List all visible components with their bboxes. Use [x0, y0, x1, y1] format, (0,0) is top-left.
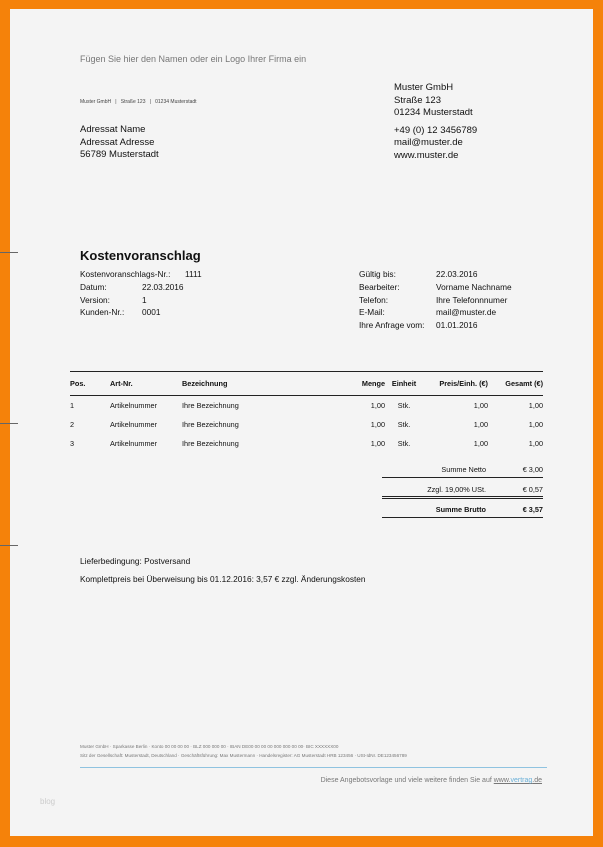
meta-value: 0001 [142, 307, 161, 318]
cell: Stk. [397, 438, 411, 448]
company-address [394, 82, 477, 162]
col-description: Bezeichnung [182, 372, 335, 396]
watermark: blog [40, 797, 56, 806]
company-website: www.muster.de [394, 149, 459, 161]
cell: 1,00 [473, 438, 488, 448]
document-title: Kostenvoranschlag [80, 248, 201, 263]
meta-label: E-Mail: [359, 307, 385, 318]
cell: 2 [70, 419, 75, 429]
link-part: .de [532, 777, 542, 784]
cell: 1,00 [528, 438, 543, 448]
meta-value: 22.03.2016 [142, 281, 184, 292]
link-part: www. [493, 777, 511, 784]
netto-value: € 3,00 [522, 465, 543, 474]
cell: Stk. [397, 419, 411, 429]
doc-meta-left [80, 268, 202, 319]
company-phone: +49 (0) 12 3456789 [394, 124, 478, 136]
cell: Ihre Bezeichnung [182, 400, 239, 410]
delivery-terms: Lieferbedingung: Postversand [80, 556, 191, 566]
recipient-name: Adressat Name [80, 124, 146, 135]
cell: Artikelnummer [110, 438, 158, 448]
fold-mark [0, 252, 18, 253]
col-art-nr: Art-Nr. [110, 372, 182, 396]
table-header [70, 372, 543, 396]
netto-label: Summe Netto [441, 465, 486, 474]
brutto-value: € 3,57 [522, 505, 543, 514]
meta-label: Kunden-Nr.: [80, 307, 125, 318]
meta-label: Telefon: [359, 294, 389, 305]
promo-text: Diese Angebotsvorlage und viele weitere finden Sie auf [320, 777, 494, 784]
punch-mark [0, 423, 18, 424]
sender-line: Muster GmbH | Straße 123 | 01234 Musterstadt [80, 99, 197, 105]
meta-value: 01.01.2016 [436, 320, 478, 331]
totals [382, 462, 543, 518]
tax-value: € 0,57 [522, 485, 543, 494]
footer-promo [321, 777, 542, 784]
items-table [70, 371, 543, 453]
meta-value: 1111 [185, 269, 202, 279]
table-row [70, 396, 543, 415]
cell: 1,00 [473, 400, 488, 410]
meta-value: 1 [142, 294, 147, 305]
cell: 1,00 [528, 419, 543, 429]
meta-label: Gültig bis: [359, 269, 396, 279]
cell: Ihre Bezeichnung [182, 438, 239, 448]
meta-value: Vorname Nachname [436, 281, 512, 292]
cell: 1,00 [473, 419, 488, 429]
meta-value: mail@muster.de [436, 307, 497, 318]
cell: Ihre Bezeichnung [182, 419, 239, 429]
doc-meta-right [359, 268, 512, 332]
recipient-city: 56789 Musterstadt [80, 149, 159, 160]
table-row [70, 434, 543, 453]
col-unit: Einheit [385, 372, 423, 396]
vertrag-link[interactable] [494, 777, 542, 784]
footer-divider [80, 767, 547, 768]
company-street: Straße 123 [394, 94, 441, 106]
meta-value: 22.03.2016 [436, 269, 478, 279]
meta-label: Version: [80, 294, 110, 305]
cell: Artikelnummer [110, 419, 158, 429]
cell: Stk. [397, 400, 411, 410]
meta-value: Ihre Telefonnnumer [436, 294, 508, 305]
meta-label: Ihre Anfrage vom: [359, 320, 425, 331]
cell: 1,00 [370, 438, 385, 448]
col-unit-price: Preis/Einh. (€) [423, 372, 488, 396]
col-total: Gesamt (€) [488, 372, 543, 396]
cell: Artikelnummer [110, 400, 158, 410]
meta-label: Kostenvoranschlags-Nr.: [80, 269, 171, 279]
meta-label: Datum: [80, 281, 107, 292]
table-row [70, 415, 543, 434]
col-pos: Pos. [70, 372, 110, 396]
recipient-street: Adressat Adresse [80, 136, 155, 148]
fold-mark [0, 545, 18, 546]
recipient-address [80, 124, 159, 162]
cell: 3 [70, 438, 75, 448]
tax-label: Zzgl. 19,00% USt. [427, 485, 486, 494]
col-quantity: Menge [335, 372, 385, 396]
cell: 1,00 [370, 419, 385, 429]
cell: 1,00 [528, 400, 543, 410]
company-email: mail@muster.de [394, 137, 463, 148]
payment-terms: Komplettpreis bei Überweisung bis 01.12.2016: 3,57 € zzgl. Änderungskosten [80, 574, 366, 584]
logo-placeholder: Fügen Sie hier den Namen oder ein Logo Ihrer Firma ein [80, 54, 307, 64]
company-city: 01234 Musterstadt [394, 107, 473, 118]
brutto-label: Summe Brutto [435, 505, 486, 514]
cell: 1 [70, 400, 75, 410]
company-name: Muster GmbH [394, 82, 454, 93]
link-part: vertrag [510, 777, 533, 784]
cell: 1,00 [370, 400, 385, 410]
footer-company: Sitz der Gesellschaft: Musterstadt, Deutschland · Geschäftsführung: Max Mustermann · Handelsregister: AG Musterstadt HRB 123456 · USt-IdNr. DE123456789 [80, 753, 407, 758]
footer-bank: Muster GmbH · Sparkasse Berlin · Konto 00 00 00 00 · BLZ 000 000 00 · IBAN DE00 00 00 00 000 000 00 00· BIC XXXXXX00 [80, 744, 339, 749]
meta-label: Bearbeiter: [359, 281, 400, 292]
